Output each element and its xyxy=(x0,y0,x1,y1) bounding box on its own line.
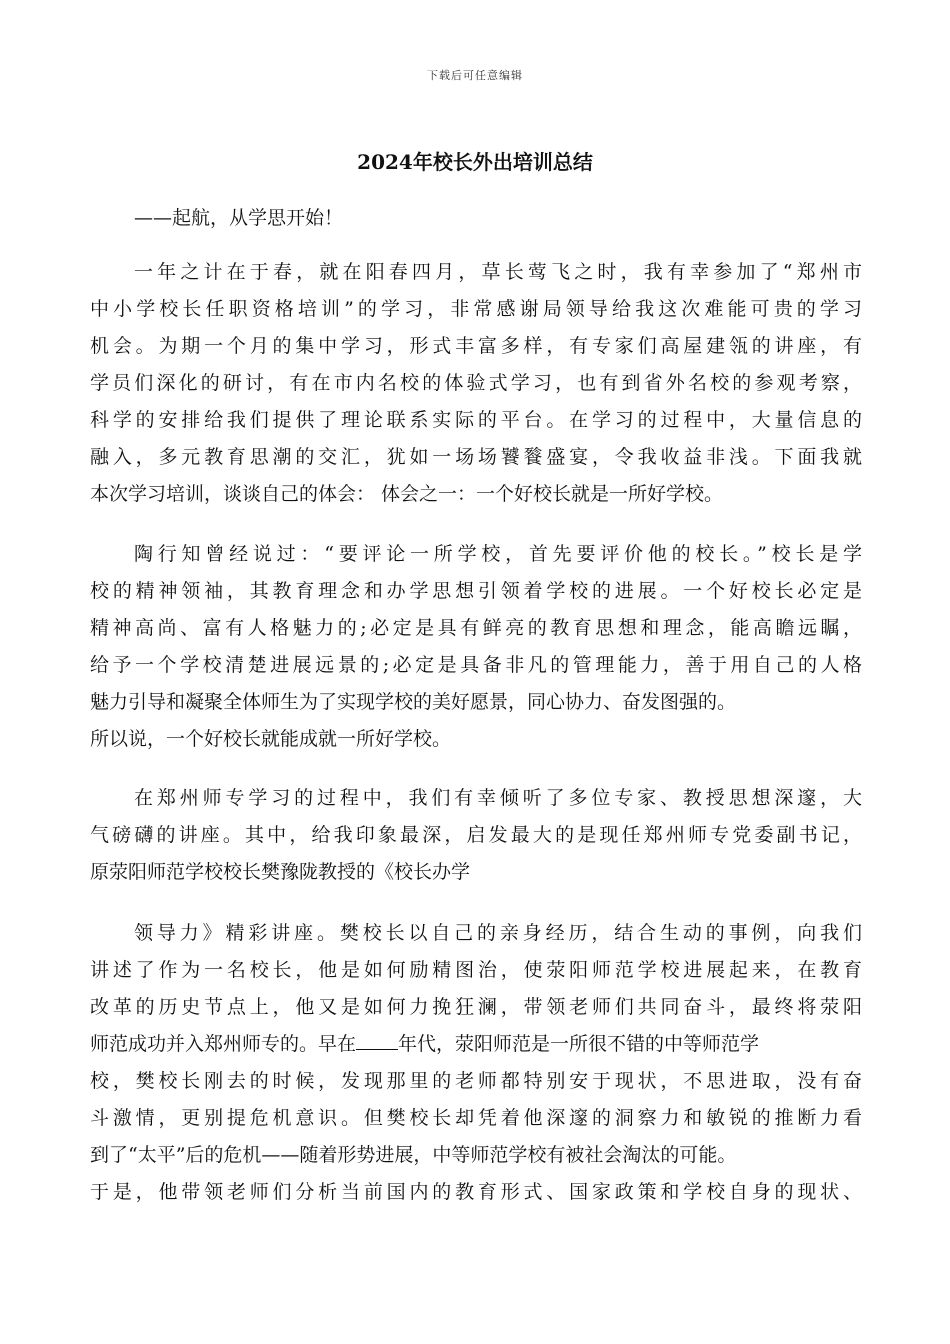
paragraph-line: 魅力引导和凝聚全体师生为了实现学校的美好愿景，同心协力、奋发图强的。 xyxy=(90,691,737,713)
paragraph-line: 到了“太平”后的危机——随着形势进展，中等师范学校有被社会淘汰的可能。 xyxy=(90,1144,737,1166)
paragraph-line: 中小学校长任职资格培训”的学习，非常感谢局领导给我这次难能可贵的学习 xyxy=(90,298,862,320)
paragraph-3 xyxy=(90,780,862,891)
paragraph-line: 领导力》精彩讲座。樊校长以自己的亲身经历，结合生动的事例，向我们 xyxy=(134,922,862,944)
paragraph-line-end: 年代，荥阳师范是一所很不错的中等师范学 xyxy=(398,1033,760,1055)
paragraph-line: 一年之计在于春，就在阳春四月，草长莺飞之时，我有幸参加了“郑州市 xyxy=(134,261,862,283)
paragraph-line: 给予一个学校清楚进展远景的;必定是具备非凡的管理能力，善于用自己的人格 xyxy=(90,654,862,676)
document-subtitle: ——起航，从学思开始！ xyxy=(134,207,344,229)
paragraph-line-start: 师范成功并入郑州师专的。早在 xyxy=(90,1033,357,1055)
page-header: 下载后可任意编辑 xyxy=(427,69,523,82)
paragraph-line xyxy=(90,1026,862,1063)
paragraph-line: 融入，多元教育思潮的交汇，犹如一场场饕餮盛宴，令我收益非浅。下面我就 xyxy=(90,446,862,468)
paragraph-line: 所以说，一个好校长就能成就一所好学校。 xyxy=(90,728,452,750)
paragraph-line: 于是，他带领老师们分析当前国内的教育形式、国家政策和学校自身的现状、 xyxy=(90,1181,862,1203)
paragraph-line: 学员们深化的研讨，有在市内名校的体验式学习，也有到省外名校的参观考察， xyxy=(90,372,862,394)
paragraph-line: 斗激情，更别提危机意识。但樊校长却凭着他深邃的洞察力和敏锐的推断力看 xyxy=(90,1107,862,1129)
paragraph-line: 原荥阳师范学校校长樊豫陇教授的《校长办学 xyxy=(90,861,471,883)
paragraph-line: 在郑州师专学习的过程中，我们有幸倾听了多位专家、教授思想深邃，大 xyxy=(134,787,862,809)
paragraph-line: 陶行知曾经说过：“要评论一所学校，首先要评价他的校长。”校长是学 xyxy=(134,543,862,565)
paragraph-1 xyxy=(90,254,862,513)
paragraph-line: 改革的历史节点上，他又是如何力挽狂澜，带领老师们共同奋斗，最终将荥阳 xyxy=(90,996,862,1018)
paragraph-line: 科学的安排给我们提供了理论联系实际的平台。在学习的过程中，大量信息的 xyxy=(90,409,862,431)
paragraph-2 xyxy=(90,536,862,758)
paragraph-4 xyxy=(90,915,862,1211)
paragraph-line: 气磅礴的讲座。其中，给我印象最深，启发最大的是现任郑州师专党委副书记， xyxy=(90,824,862,846)
paragraph-line: 讲述了作为一名校长，他是如何励精图治，使荥阳师范学校进展起来，在教育 xyxy=(90,959,862,981)
fill-in-blank xyxy=(356,1029,398,1050)
paragraph-line: 机会。为期一个月的集中学习，形式丰富多样，有专家们高屋建瓴的讲座，有 xyxy=(90,335,862,357)
paragraph-line: 本次学习培训，谈谈自己的体会： 体会之一：一个好校长就是一所好学校。 xyxy=(90,483,724,505)
paragraph-line: 精神高尚、富有人格魅力的;必定是具有鲜亮的教育思想和理念，能高瞻远瞩， xyxy=(90,617,862,639)
document-title: 2024年校长外出培训总结 xyxy=(357,150,593,174)
paragraph-line: 校的精神领袖，其教育理念和办学思想引领着学校的进展。一个好校长必定是 xyxy=(90,580,862,602)
paragraph-line: 校，樊校长刚去的时候，发现那里的老师都特别安于现状，不思进取，没有奋 xyxy=(90,1070,862,1092)
